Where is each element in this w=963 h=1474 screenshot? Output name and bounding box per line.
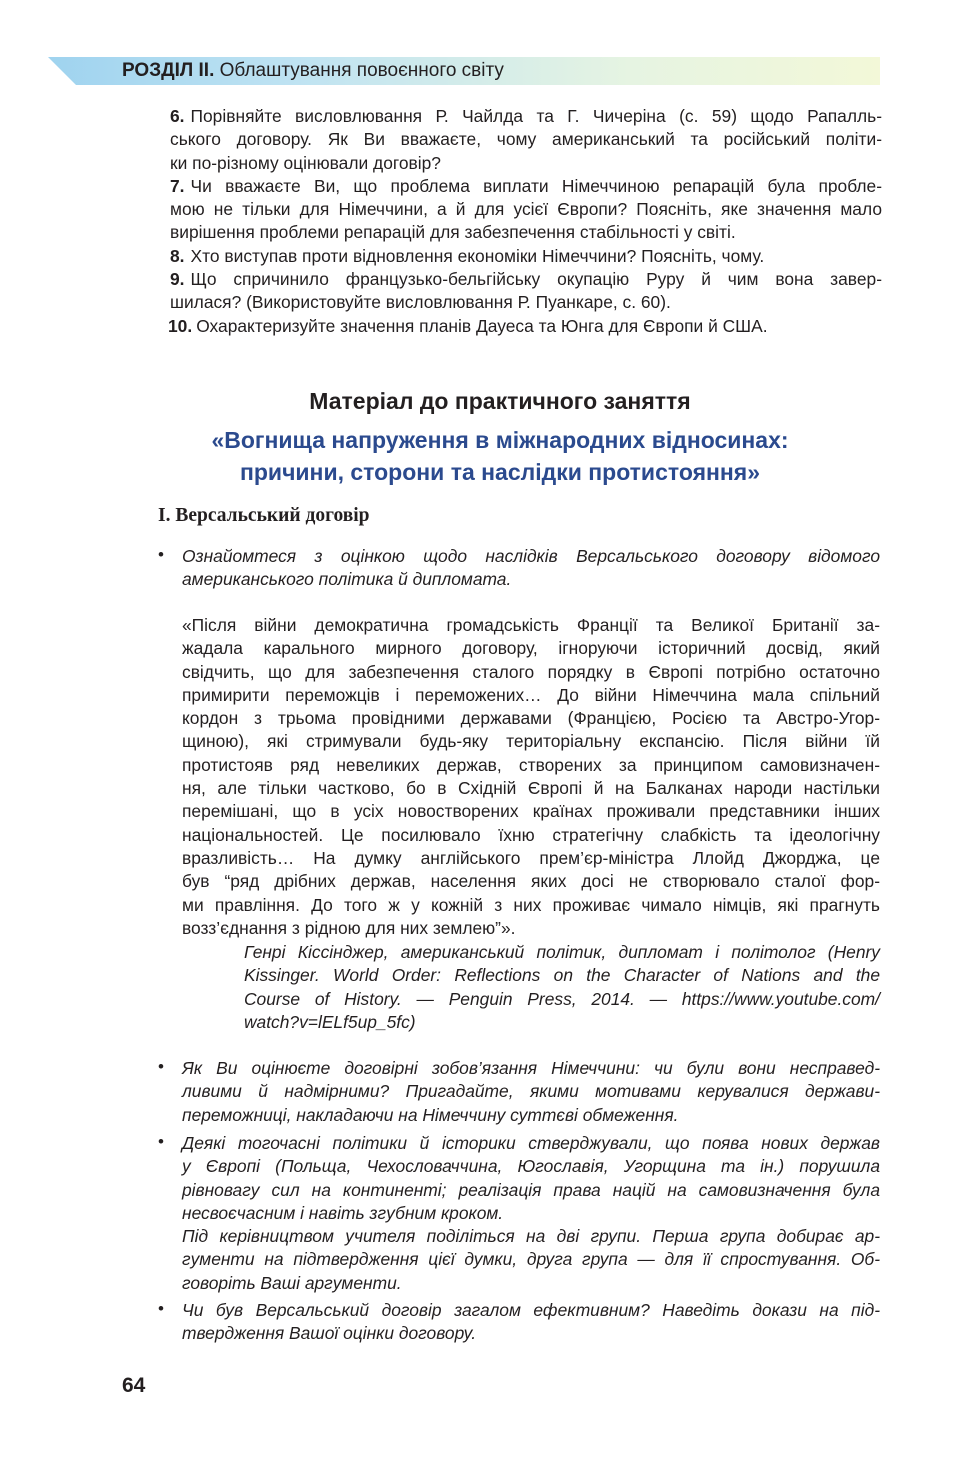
question-line: Що спричинило французько-бельгійську окупацію Руру й чим вона завер-	[190, 269, 882, 290]
bullet-line: переможниці, накладаючи на Німеччину суттєві обмеження.	[182, 1104, 679, 1125]
bullet-line: несвоєчасним і навіть згубним кроком.	[182, 1202, 504, 1223]
bullet-line: Ознайомтеся з оцінкою щодо наслідків Версальського договору відомого	[182, 546, 880, 566]
quote-line: ня, але тільки частково, бо в Східній Європі й на Балканах народи настільки	[182, 778, 880, 799]
citation-line: watch?v=lELf5up_5fc)	[244, 1011, 416, 1032]
quote-line: ми правління. До того ж у кожній з них проживає чимало німців, які прагнуть	[182, 894, 880, 915]
bullet-line: рівновагу сил на континенті; реалізація права націй на самовизначення була	[182, 1179, 880, 1200]
questions-list	[170, 105, 882, 338]
question-number: 10.	[168, 315, 193, 336]
question-line: Хто виступав проти відновлення економіки Німеччини? Поясніть, чому.	[190, 245, 765, 266]
practice-subtitle	[100, 424, 900, 488]
quote-line: вразливість… На думку англійського прем’єр-міністра Ллойд Джорджа, це	[182, 847, 880, 868]
bullet-icon: •	[158, 1132, 164, 1151]
bullet-line: Як Ви оцінюєте договірні зобов’язання Німеччини: чи були вони несправед-	[182, 1058, 880, 1078]
bullet-line: гументи на підтвердження цієї думки, друга група — для її спростування. Об-	[182, 1249, 880, 1270]
quote-line: протистояв ряд невеликих держав, створених за принципом самовизначен-	[182, 754, 880, 775]
question-line: Охарактеризуйте значення планів Дауеса та Юнга для Європи й США.	[196, 315, 768, 336]
quote-line: перемішані, що в усіх новостворених країнах проживали представники інших	[182, 801, 880, 822]
question-line: шилася? (Використовуйте висловлювання Р. Пуанкаре, с. 60).	[170, 292, 671, 313]
question-7	[170, 175, 882, 245]
question-number: 9.	[170, 269, 185, 290]
quote-citation	[244, 941, 880, 1034]
bullet-item-2	[182, 1057, 880, 1127]
section-heading: І. Версальський договір	[158, 505, 370, 526]
quote-line: примирити переможців і переможених… До війни Німеччина мала спільний	[182, 684, 880, 705]
question-line: ки по-різному оцінювали договір?	[170, 152, 441, 173]
question-10	[168, 315, 882, 338]
bullet-line: Чи був Версальський договір загалом ефективним? Наведіть докази на під-	[182, 1300, 880, 1320]
question-number: 7.	[170, 175, 185, 196]
question-9	[170, 268, 882, 315]
question-line: вирішення проблеми репарацій для забезпечення стабільності у світі.	[170, 222, 736, 243]
question-line: Чи вважаєте Ви, що проблема виплати Німеччиною репарацій була пробле-	[190, 175, 882, 196]
quote-block	[182, 614, 880, 940]
bullet-line: у Європі (Польща, Чехословаччина, Югославія, Угорщина та ін.) порушила	[182, 1156, 880, 1177]
bullet-item-1	[182, 545, 880, 592]
practice-title: Матеріал до практичного заняття	[309, 388, 691, 414]
quote-line: свідчить, що для забезпечення сталого порядку в Європі потрібно остаточно	[182, 661, 880, 682]
bullet-item-3	[182, 1132, 880, 1295]
section-label: РОЗДІЛ II.	[122, 60, 215, 81]
bullet-icon: •	[158, 545, 164, 564]
quote-line: національностей. Це посилювало їхню стратегічну слабкість та ідеологічну	[182, 824, 880, 845]
bullet-item-4	[182, 1299, 880, 1346]
bullet-icon: •	[158, 1057, 164, 1076]
quote-line: жадала карального мирного договору, ігноруючи історичний досвід, який	[182, 638, 880, 659]
bullet-line: Під керівництвом учителя поділіться на дві групи. Перша група добирає ар-	[182, 1226, 880, 1247]
question-6	[170, 105, 882, 175]
citation-line: Генрі Кіссінджер, американський політик, дипломат і політолог (Henry	[244, 942, 880, 962]
quote-line: возз’єднання з рідною для них землею”».	[182, 917, 516, 938]
quote-line: «Після війни демократична громадськість Франції та Великої Британії за-	[182, 615, 880, 635]
question-line: мою не тільки для Німеччини, а й для усієї Європи? Поясніть, яке значення мало	[170, 199, 882, 220]
page-number: 64	[122, 1374, 146, 1397]
bullet-line: Деякі тогочасні політики й історики стверджували, що поява нових держав	[182, 1133, 880, 1153]
bullet-line: твердження Вашої оцінки договору.	[182, 1323, 477, 1344]
practice-subtitle-line: «Вогнища напруження в міжнародних відносинах:	[211, 427, 789, 453]
citation-line: Course of History. — Penguin Press, 2014. — https://www.youtube.com/	[244, 988, 880, 1009]
bullet-icon: •	[158, 1299, 164, 1318]
quote-line: кордон з трьома провідними державами (Францією, Росією та Австро-Угор-	[182, 708, 880, 729]
bullet-line: американського політика й дипломата.	[182, 569, 512, 590]
question-8	[170, 245, 882, 268]
bullet-line: говоріть Ваші аргументи.	[182, 1272, 402, 1293]
running-header	[122, 58, 504, 84]
quote-line: був “ряд дрібних держав, населення яких досі не створювало сталої фор-	[182, 871, 880, 892]
question-number: 6.	[170, 106, 185, 126]
bullet-line: ливими й надмірними? Пригадайте, якими мотивами керувалися держави-	[182, 1081, 880, 1102]
question-number: 8.	[170, 245, 185, 266]
quote-line: щиною), які стримували будь-яку територіальну експансію. Після війни їй	[182, 731, 880, 752]
section-title: Облаштування повоєнного світу	[219, 60, 504, 81]
question-line: ського договору. Як Ви вважаєте, чому американський та російський політи-	[170, 129, 882, 150]
practice-subtitle-line: причини, сторони та наслідки протистояння»	[239, 459, 760, 485]
question-line: Порівняйте висловлювання Р. Чайлда та Г. Чичеріна (с. 59) щодо Рапалль-	[190, 106, 882, 126]
citation-line: Kissinger. World Order: Reflections on the Character of Nations and the	[244, 965, 880, 986]
